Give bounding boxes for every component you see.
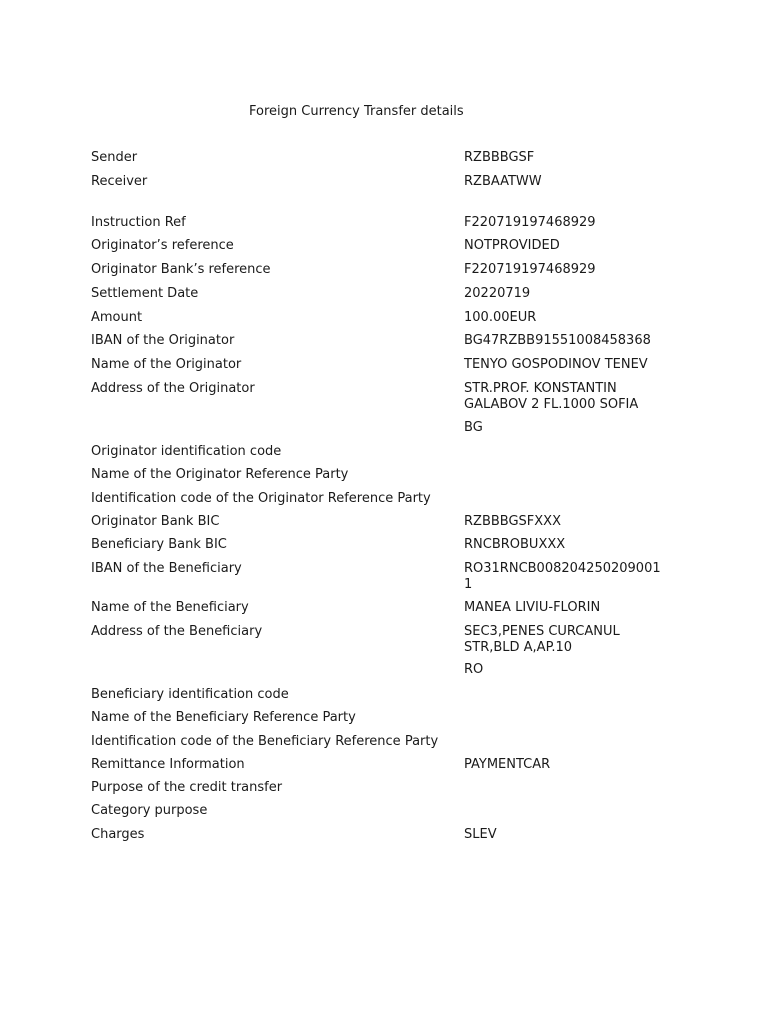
field-label: Name of the Originator Reference Party — [91, 467, 349, 482]
field-value-line: F220719197468929 — [464, 262, 596, 277]
field-value — [464, 238, 560, 254]
field-value-line: 20220719 — [464, 286, 531, 301]
field-value — [464, 215, 596, 231]
field-value-line: GALABOV 2 FL.1000 SOFIA — [464, 397, 639, 412]
field-label: Remittance Information — [91, 757, 245, 772]
field-label: Address of the Beneficiary — [91, 624, 263, 639]
field-label: Originator Bank’s reference — [91, 262, 271, 277]
field-label: Beneficiary Bank BIC — [91, 537, 227, 552]
field-value — [464, 662, 483, 678]
field-label: Receiver — [91, 174, 148, 189]
field-value-line: RZBBBGSFXXX — [464, 514, 561, 529]
field-value — [464, 827, 497, 843]
field-value-line: SEC3,PENES CURCANUL — [464, 624, 620, 639]
field-label: Identification code of the Originator Reference Party — [91, 491, 431, 506]
field-label: Charges — [91, 827, 145, 842]
field-label: Originator’s reference — [91, 238, 234, 253]
field-value-line: RZBAATWW — [464, 174, 542, 189]
field-value-line: STR.PROF. KONSTANTIN — [464, 381, 617, 396]
field-label: Amount — [91, 310, 143, 325]
field-value-line: 100.00EUR — [464, 310, 537, 325]
field-value — [464, 420, 483, 436]
field-value — [464, 262, 596, 278]
field-value — [464, 624, 620, 656]
field-label: Name of the Beneficiary Reference Party — [91, 710, 356, 725]
field-label: IBAN of the Originator — [91, 333, 235, 348]
document-title: Foreign Currency Transfer details — [249, 104, 464, 119]
field-value — [464, 757, 550, 773]
field-value — [464, 561, 661, 593]
field-value-line: BG — [464, 420, 483, 435]
field-value — [464, 381, 638, 413]
field-label: Identification code of the Beneficiary Reference Party — [91, 734, 439, 749]
field-label: Beneficiary identification code — [91, 687, 289, 702]
field-label: IBAN of the Beneficiary — [91, 561, 242, 576]
field-value-line: PAYMENTCAR — [464, 757, 551, 772]
field-value-line: RO31RNCB008204250209001 — [464, 561, 661, 576]
field-value-line: TENYO GOSPODINOV TENEV — [464, 357, 648, 372]
field-value-line: BG47RZBB91551008458368 — [464, 333, 651, 348]
field-value-line: F220719197468929 — [464, 215, 596, 230]
field-label: Originator Bank BIC — [91, 514, 220, 529]
field-value — [464, 357, 648, 373]
field-label: Address of the Originator — [91, 381, 255, 396]
field-value — [464, 310, 536, 326]
field-value — [464, 286, 530, 302]
field-value-line: MANEA LIVIU-FLORIN — [464, 600, 601, 615]
field-value-line: RZBBBGSF — [464, 150, 535, 165]
field-value — [464, 537, 565, 553]
field-label: Instruction Ref — [91, 215, 186, 230]
field-value-line: RNCBROBUXXX — [464, 537, 566, 552]
field-label: Category purpose — [91, 803, 208, 818]
field-label: Name of the Beneficiary — [91, 600, 249, 615]
field-label: Settlement Date — [91, 286, 199, 301]
field-value — [464, 514, 561, 530]
field-value — [464, 600, 600, 616]
field-value-line: NOTPROVIDED — [464, 238, 560, 253]
field-label: Purpose of the credit transfer — [91, 780, 283, 795]
field-value-line: STR,BLD A,AP.10 — [464, 640, 573, 655]
field-label: Originator identification code — [91, 444, 282, 459]
field-value — [464, 150, 534, 166]
field-value — [464, 174, 542, 190]
field-label: Name of the Originator — [91, 357, 242, 372]
field-value-line: 1 — [464, 577, 473, 592]
field-label: Sender — [91, 150, 138, 165]
field-value — [464, 333, 651, 349]
field-value-line: RO — [464, 662, 484, 677]
field-value-line: SLEV — [464, 827, 497, 842]
